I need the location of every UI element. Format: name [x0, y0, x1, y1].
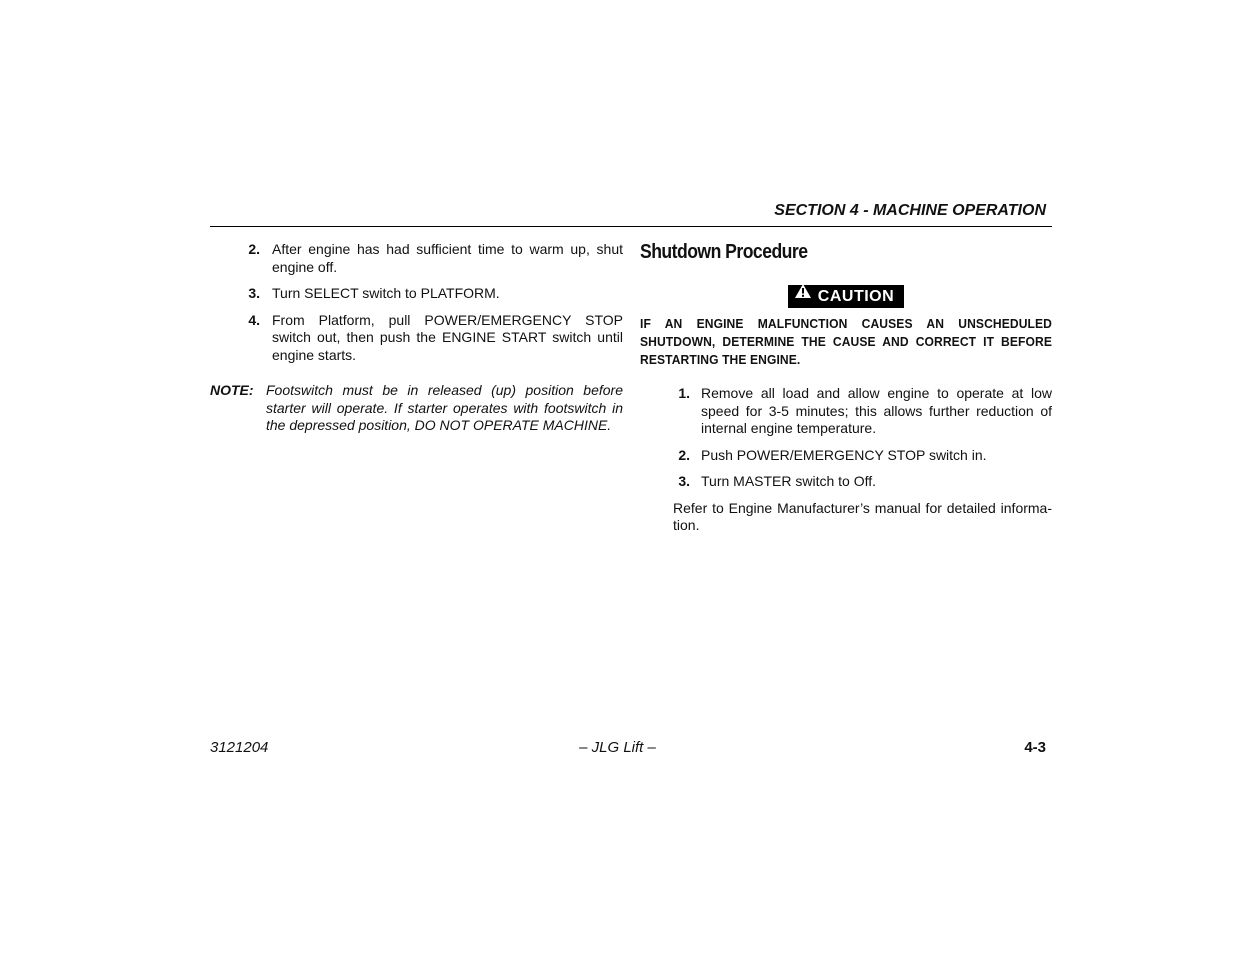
page-number: 4-3 [1024, 739, 1046, 756]
step-item [210, 285, 623, 303]
step-number: 2. [248, 241, 260, 257]
step-text: Turn MASTER switch to Off. [701, 473, 877, 489]
caution-warning-text: IF AN ENGINE MALFUNCTION CAUSES AN UNSCHEDULED SHUTDOWN, DETERMINE THE CAUSE AND CORRECT IT BEFORE RESTARTING THE ENGINE. [640, 316, 1052, 367]
footer-brand: – JLG Lift – [579, 739, 656, 756]
header-rule [210, 226, 1052, 227]
step-number: 1. [678, 385, 690, 401]
step-item [640, 385, 1052, 438]
section-title: SECTION 4 - MACHINE OPERATION [774, 202, 1046, 219]
step-text: From Platform, pull POWER/EMERGENCY STOP switch out, then push the ENGINE START switch until engine starts. [272, 311, 623, 363]
step-number: 4. [248, 311, 260, 328]
document-number: 3121204 [210, 739, 269, 756]
shutdown-steps [640, 385, 1052, 491]
step-number: 3. [248, 285, 260, 301]
section-heading: Shutdown Procedure [640, 241, 808, 263]
caution-label: CAUTION [817, 288, 895, 305]
note [210, 382, 623, 435]
warning-triangle-icon [794, 283, 812, 306]
step-number: 3. [678, 473, 690, 489]
note-label: NOTE: [210, 382, 254, 398]
step-text: Push POWER/EMERGENCY STOP switch in. [701, 446, 987, 463]
step-item [640, 473, 1052, 491]
left-column [210, 241, 623, 435]
step-text: Turn SELECT switch to PLATFORM. [272, 285, 500, 301]
caution-banner [640, 285, 1052, 308]
step-item [210, 241, 623, 276]
step-text: Remove all load and allow engine to operate at low speed for 3-5 minutes; this allows further reduction of internal engine temperature. [701, 385, 1052, 436]
step-item [640, 447, 1052, 465]
caution-badge [788, 285, 904, 308]
step-number: 2. [678, 446, 690, 463]
step-item [210, 312, 623, 365]
right-column [640, 239, 1052, 535]
reference-paragraph: Refer to Engine Manufacturer’s manual for detailed informa-tion. [673, 499, 1052, 533]
note-text: Footswitch must be in released (up) position before starter will operate. If starter operates with footswitch in the depressed position, DO NOT OPERATE MACHINE. [266, 382, 623, 433]
step-text: After engine has had sufficient time to warm up, shut engine off. [272, 241, 623, 275]
